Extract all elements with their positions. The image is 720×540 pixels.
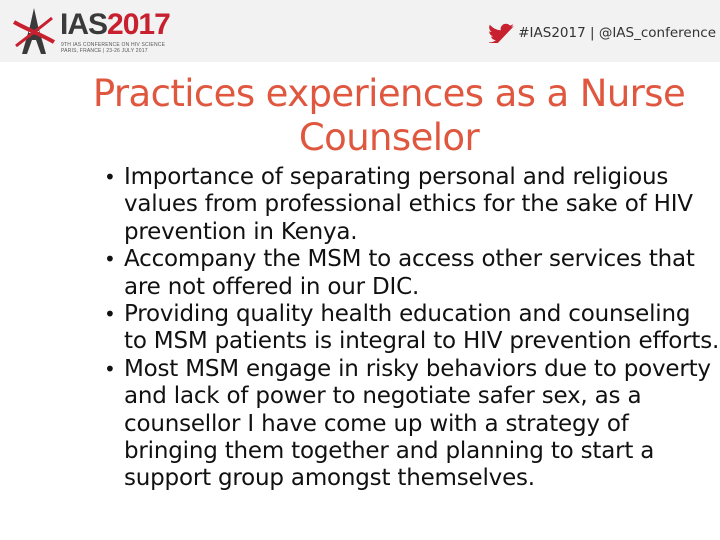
bullet-item: • Providing quality health education and counseling to MSM patients is integral to HIV prevention efforts. [104, 301, 720, 356]
bullet-item: • Accompany the MSM to access other services that are not offered in our DIC. [104, 246, 720, 301]
bullet-item: • Importance of separating personal and religious values from professional ethics for the sake of HIV prevention in Kenya. [104, 164, 720, 246]
ias-2017-logo [10, 4, 180, 58]
eiffel-tower-ribbon-icon [10, 6, 58, 56]
logo-year-text: 2017 [107, 8, 170, 41]
conference-header [0, 0, 720, 62]
logo-subtitle-line2: PARIS, FRANCE | 23-26 JULY 2017 [61, 48, 148, 54]
conference-hashtags: #IAS2017 | @IAS_conference [518, 25, 716, 41]
bullet-item: • Most MSM engage in risky behaviors due to poverty and lack of power to negotiate safer sex, as a counsellor I have come up with a strategy of bringing them together and planning to start a support group amongst themselves. [104, 356, 720, 493]
social-handles [489, 22, 716, 44]
logo-subtitle-line1: 9TH IAS CONFERENCE ON HIV SCIENCE [61, 42, 166, 48]
slide-title: Practices experiences as a Nurse Counselor [92, 72, 686, 159]
logo-ias-text: IAS [60, 8, 108, 41]
bullet-list [104, 164, 720, 493]
logo-wordmark [60, 10, 170, 40]
twitter-bird-icon [489, 23, 515, 43]
